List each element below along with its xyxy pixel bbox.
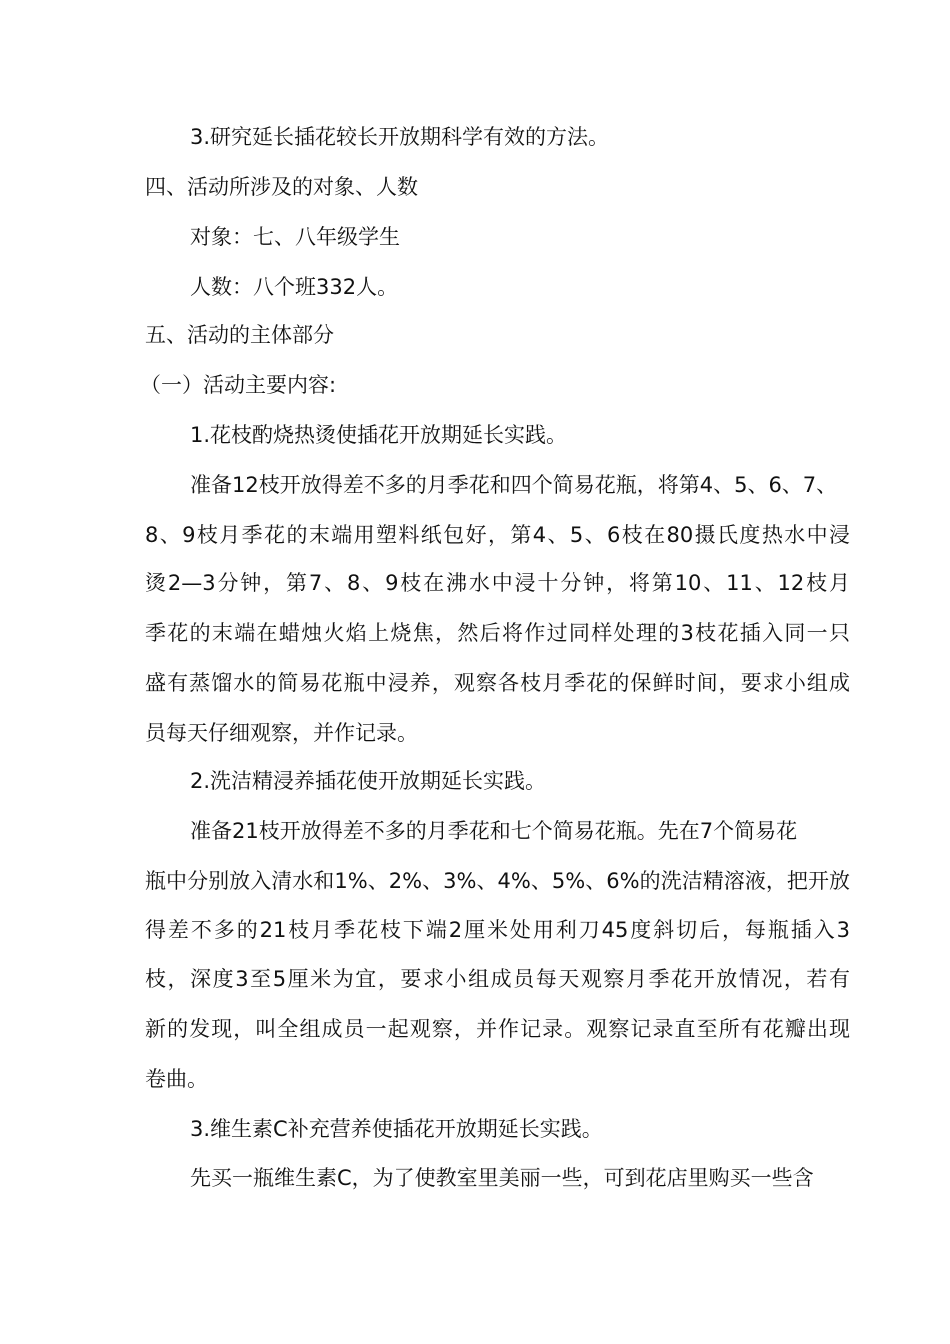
section-5-heading: 五、活动的主体部分 [145, 323, 334, 347]
paragraph-line: 准备12枝开放得差不多的月季花和四个简易花瓶，将第4、5、6、7、 [190, 473, 838, 497]
paragraph-line: 卷曲。 [145, 1067, 208, 1091]
paragraph-line: 瓶中分别放入清水和1%、2%、3%、4%、5%、6%的洗洁精溶液，把开放 [145, 869, 850, 893]
paragraph-line: 准备21枝开放得差不多的月季花和七个简易花瓶。先在7个简易花 [190, 819, 798, 843]
subsection-1-heading: （一）活动主要内容: [140, 373, 337, 397]
participants-line: 人数：八个班332人。 [190, 275, 399, 299]
paragraph-line: 新的发现，叫全组成员一起观察，并作记录。观察记录直至所有花瓣出现 [145, 1017, 850, 1041]
experiment-1-heading: 1.花枝酌烧热烫使插花开放期延长实践。 [190, 423, 568, 447]
paragraph-line: 枝，深度3至5厘米为宜，要求小组成员每天观察月季花开放情况，若有 [145, 967, 850, 991]
paragraph-line: 得差不多的21枝月季花枝下端2厘米处用利刀45度斜切后，每瓶插入3 [145, 918, 850, 942]
experiment-3-heading: 3.维生素C补充营养使插花开放期延长实践。 [190, 1117, 603, 1141]
section-4-heading: 四、活动所涉及的对象、人数 [145, 175, 418, 199]
paragraph-line: 盛有蒸馏水的简易花瓶中浸养，观察各枝月季花的保鲜时间，要求小组成 [145, 671, 850, 695]
paragraph-line: 先买一瓶维生素C，为了使教室里美丽一些，可到花店里购买一些含 [190, 1166, 814, 1190]
target-line: 对象：七、八年级学生 [190, 225, 400, 249]
paragraph-line: 8、9枝月季花的末端用塑料纸包好，第4、5、6枝在80摄氏度热水中浸 [145, 523, 850, 547]
paragraph-line: 季花的末端在蜡烛火焰上烧焦，然后将作过同样处理的3枝花插入同一只 [145, 621, 850, 645]
paragraph-line: 员每天仔细观察，并作记录。 [145, 721, 418, 745]
experiment-2-heading: 2.洗洁精浸养插花使开放期延长实践。 [190, 769, 547, 793]
item-3-research-method: 3.研究延长插花较长开放期科学有效的方法。 [190, 125, 610, 149]
paragraph-line: 烫2—3分钟，第7、8、9枝在沸水中浸十分钟，将第10、11、12枝月 [145, 571, 850, 595]
